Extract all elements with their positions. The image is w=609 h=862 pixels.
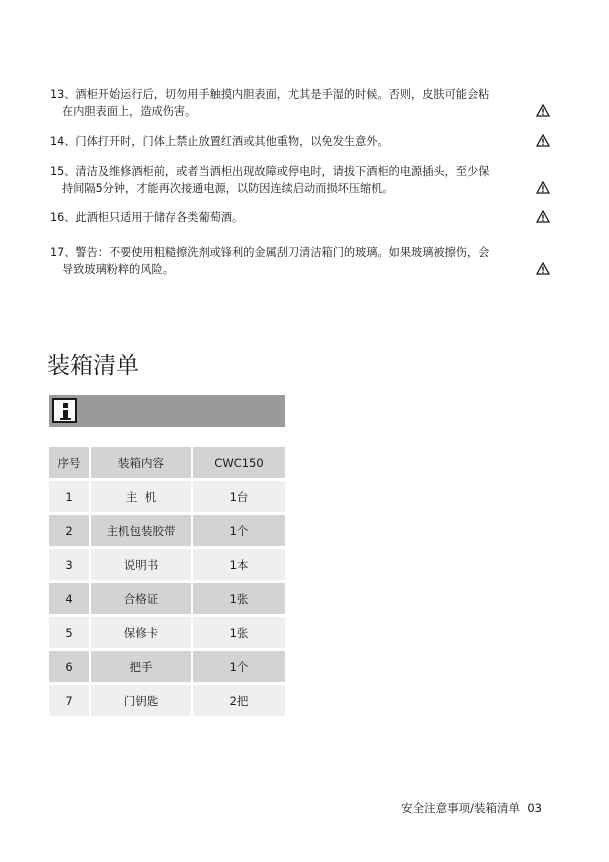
table-row	[49, 549, 285, 580]
row-qty: 2把	[193, 685, 285, 716]
row-index: 7	[49, 685, 91, 716]
warning-text-cont: 持间隔5分钟，才能再次接通电源，以防因连续启动而损坏压缩机。	[62, 182, 394, 195]
warning-triangle-icon	[536, 181, 550, 194]
packing-list-table	[49, 444, 285, 719]
row-content: 主 机	[91, 481, 193, 512]
warning-triangle-icon	[536, 262, 550, 275]
warning-text: 16、此酒柜只适用于储存各类葡萄酒。	[50, 211, 244, 224]
row-content: 把手	[91, 651, 193, 682]
warning-item-13	[50, 86, 550, 120]
row-index: 5	[49, 617, 91, 648]
warning-text: 13、酒柜开始运行后，切勿用手触摸内胆表面，尤其是手湿的时候。否则，皮肤可能会粘	[50, 88, 490, 101]
row-content: 合格证	[91, 583, 193, 614]
row-qty: 1本	[193, 549, 285, 580]
row-content: 保修卡	[91, 617, 193, 648]
table-row	[49, 481, 285, 512]
warning-text: 14、门体打开时，门体上禁止放置红酒或其他重物，以免发生意外。	[50, 135, 389, 148]
warning-text: 17、警告：不要使用粗糙擦洗剂或锋利的金属刮刀清洁箱门的玻璃。如果玻璃被擦伤，会	[50, 246, 490, 259]
header-model: CWC150	[193, 447, 285, 478]
row-qty: 1台	[193, 481, 285, 512]
warning-text-cont: 在内胆表面上，造成伤害。	[62, 105, 197, 118]
table-header-row	[49, 447, 285, 478]
warning-triangle-icon	[536, 210, 550, 223]
warning-triangle-icon	[536, 104, 550, 117]
table-row	[49, 617, 285, 648]
section-title: 装箱清单	[47, 353, 139, 379]
warning-triangle-icon	[536, 134, 550, 147]
row-content: 门钥匙	[91, 685, 193, 716]
row-content: 主机包装胶带	[91, 515, 193, 546]
info-bar	[49, 395, 285, 427]
info-icon	[52, 398, 77, 423]
row-qty: 1张	[193, 583, 285, 614]
table-row	[49, 651, 285, 682]
row-qty: 1个	[193, 515, 285, 546]
header-content: 装箱内容	[91, 447, 193, 478]
row-qty: 1个	[193, 651, 285, 682]
header-index: 序号	[49, 447, 91, 478]
row-content: 说明书	[91, 549, 193, 580]
row-index: 6	[49, 651, 91, 682]
warning-item-14	[50, 133, 550, 150]
table-row	[49, 685, 285, 716]
table-row	[49, 515, 285, 546]
row-qty: 1张	[193, 617, 285, 648]
warning-item-17	[50, 244, 550, 278]
page-footer: 安全注意事项/装箱清单 03	[401, 801, 542, 815]
row-index: 4	[49, 583, 91, 614]
warning-item-15	[50, 163, 550, 197]
warning-text-cont: 导致玻璃粉粹的风险。	[62, 263, 174, 276]
warning-text: 15、清洁及维修酒柜前，或者当酒柜出现故障或停电时，请拔下酒柜的电源插头，至少保	[50, 165, 490, 178]
row-index: 1	[49, 481, 91, 512]
row-index: 2	[49, 515, 91, 546]
table-row	[49, 583, 285, 614]
row-index: 3	[49, 549, 91, 580]
warning-item-16	[50, 209, 550, 226]
